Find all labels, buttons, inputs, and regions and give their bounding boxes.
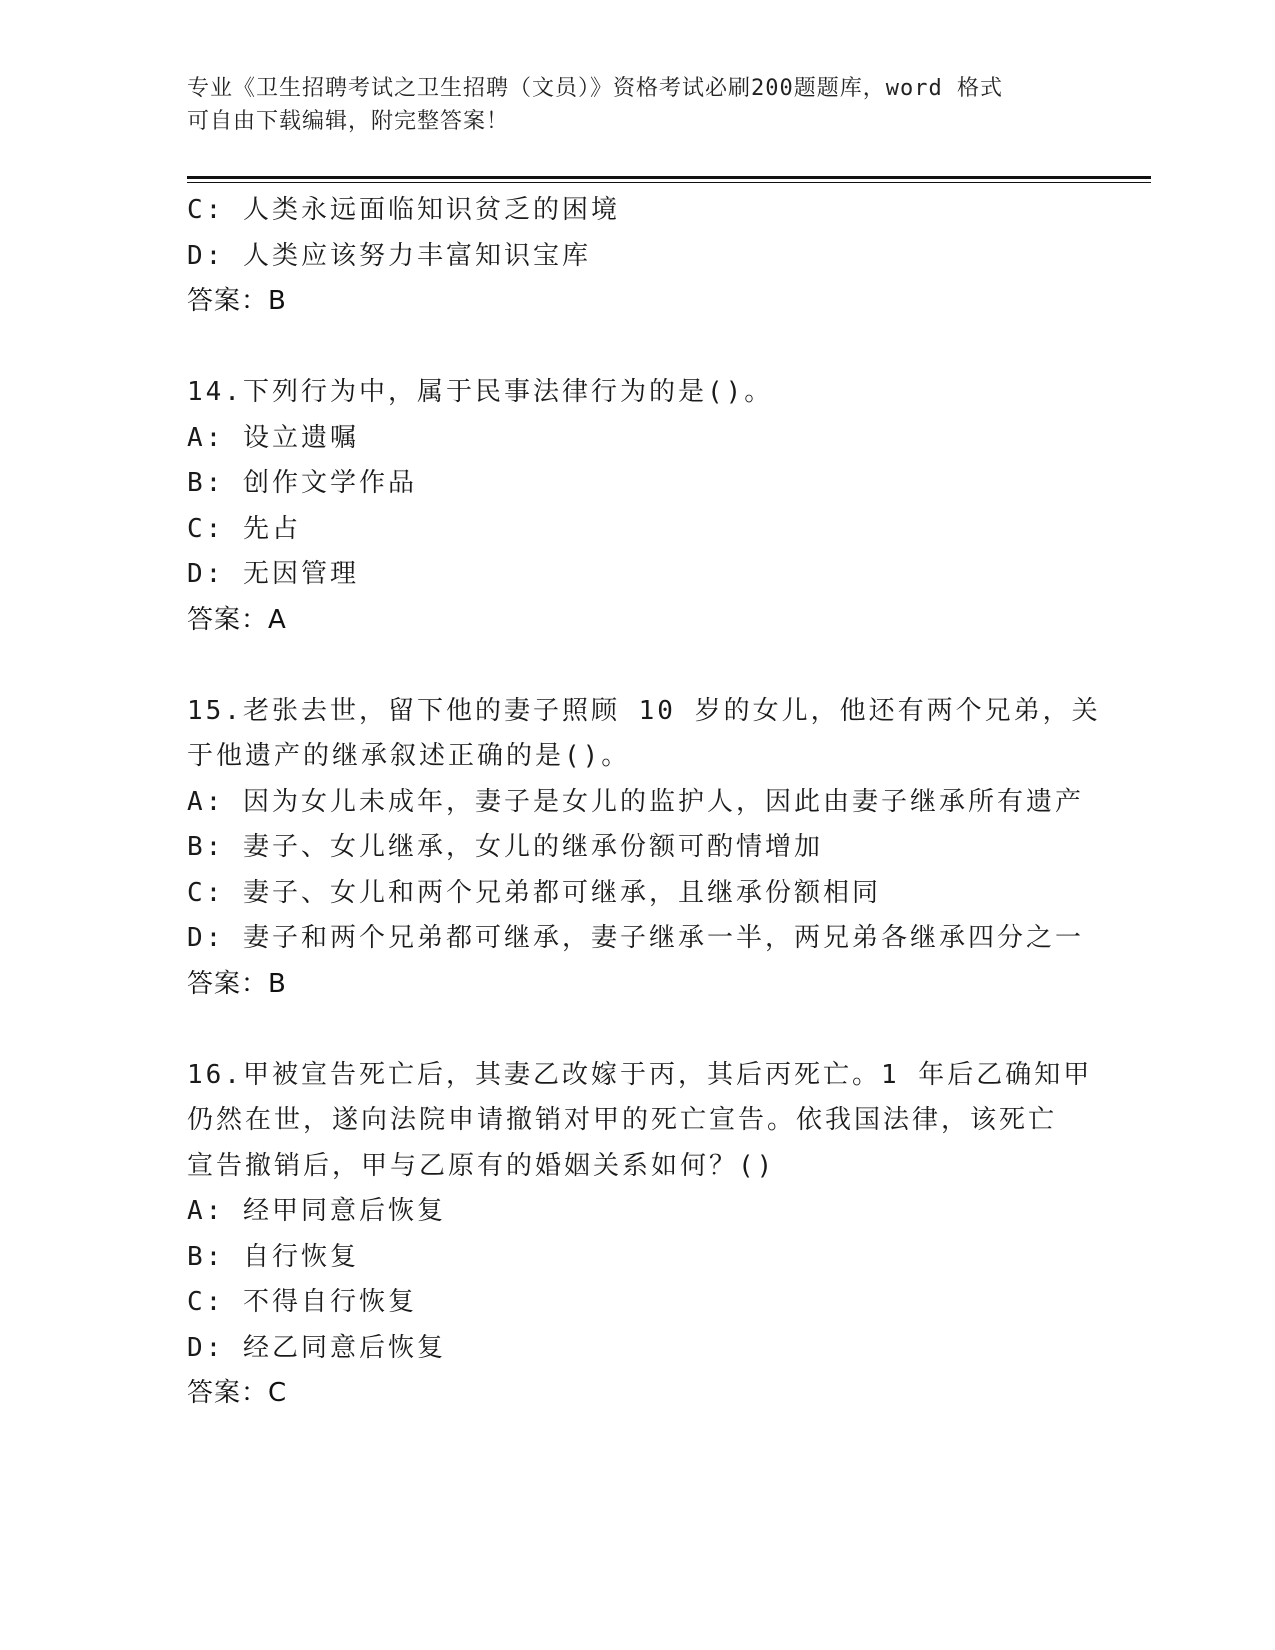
spacer: [187, 1007, 1087, 1053]
question-stem: 宣告撤销后，甲与乙原有的婚姻关系如何？(): [187, 1150, 776, 1181]
spacer: [187, 643, 1087, 689]
header-divider-thick: [187, 176, 1151, 179]
header-line: 可自由下载编辑，附完整答案！: [187, 109, 510, 134]
option-c: C: 不得自行恢复: [187, 1287, 417, 1317]
option-d: D: 无因管理: [187, 559, 359, 589]
option-c: C: 人类永远面临知识贫乏的困境: [187, 195, 620, 225]
option-d: D: 妻子和两个兄弟都可继承，妻子继承一半，两兄弟各继承四分之一: [187, 923, 1084, 953]
question-stem: 于他遗产的继承叙述正确的是()。: [187, 741, 631, 771]
option-a: A: 经甲同意后恢复: [187, 1196, 446, 1226]
carryover-question: [187, 188, 1087, 325]
option-b: B: 妻子、女儿继承，女儿的继承份额可酌情增加: [187, 832, 823, 862]
answer-line: 答案：B: [187, 968, 287, 999]
question-stem: 仍然在世，遂向法院申请撤销对甲的死亡宣告。依我国法律，该死亡: [187, 1105, 1058, 1135]
option-c: C: 妻子、女儿和两个兄弟都可继承，且继承份额相同: [187, 877, 881, 908]
question-stem: 14.下列行为中，属于民事法律行为的是()。: [187, 377, 774, 407]
option-d: D: 人类应该努力丰富知识宝库: [187, 240, 591, 271]
question-16: [187, 1053, 1093, 1417]
option-d: D: 经乙同意后恢复: [187, 1332, 446, 1363]
option-a: A: 因为女儿未成年，妻子是女儿的监护人，因此由妻子继承所有遗产: [187, 786, 1084, 817]
question-stem: 15.老张去世，留下他的妻子照顾 10 岁的女儿，他还有两个兄弟，关: [187, 695, 1101, 726]
question-15: [187, 689, 1101, 1008]
option-b: B: 自行恢复: [187, 1241, 359, 1272]
header-divider-thin: [187, 182, 1151, 183]
option-b: B: 创作文学作品: [187, 468, 417, 498]
document-body: [187, 188, 1101, 1417]
question-stem: 16.甲被宣告死亡后，其妻乙改嫁于丙，其后丙死亡。1 年后乙确知甲: [187, 1059, 1093, 1090]
page-header: [187, 72, 1067, 138]
answer-line: 答案：C: [187, 1378, 288, 1408]
question-14: [187, 370, 1087, 643]
header-line: 专业《卫生招聘考试之卫生招聘（文员）》资格考试必刷200题题库，word 格式: [187, 76, 1003, 101]
answer-line: 答案：A: [187, 604, 287, 635]
answer-line: 答案：B: [187, 286, 287, 316]
spacer: [187, 325, 1087, 371]
option-c: C: 先占: [187, 513, 301, 544]
option-a: A: 设立遗嘱: [187, 422, 359, 453]
